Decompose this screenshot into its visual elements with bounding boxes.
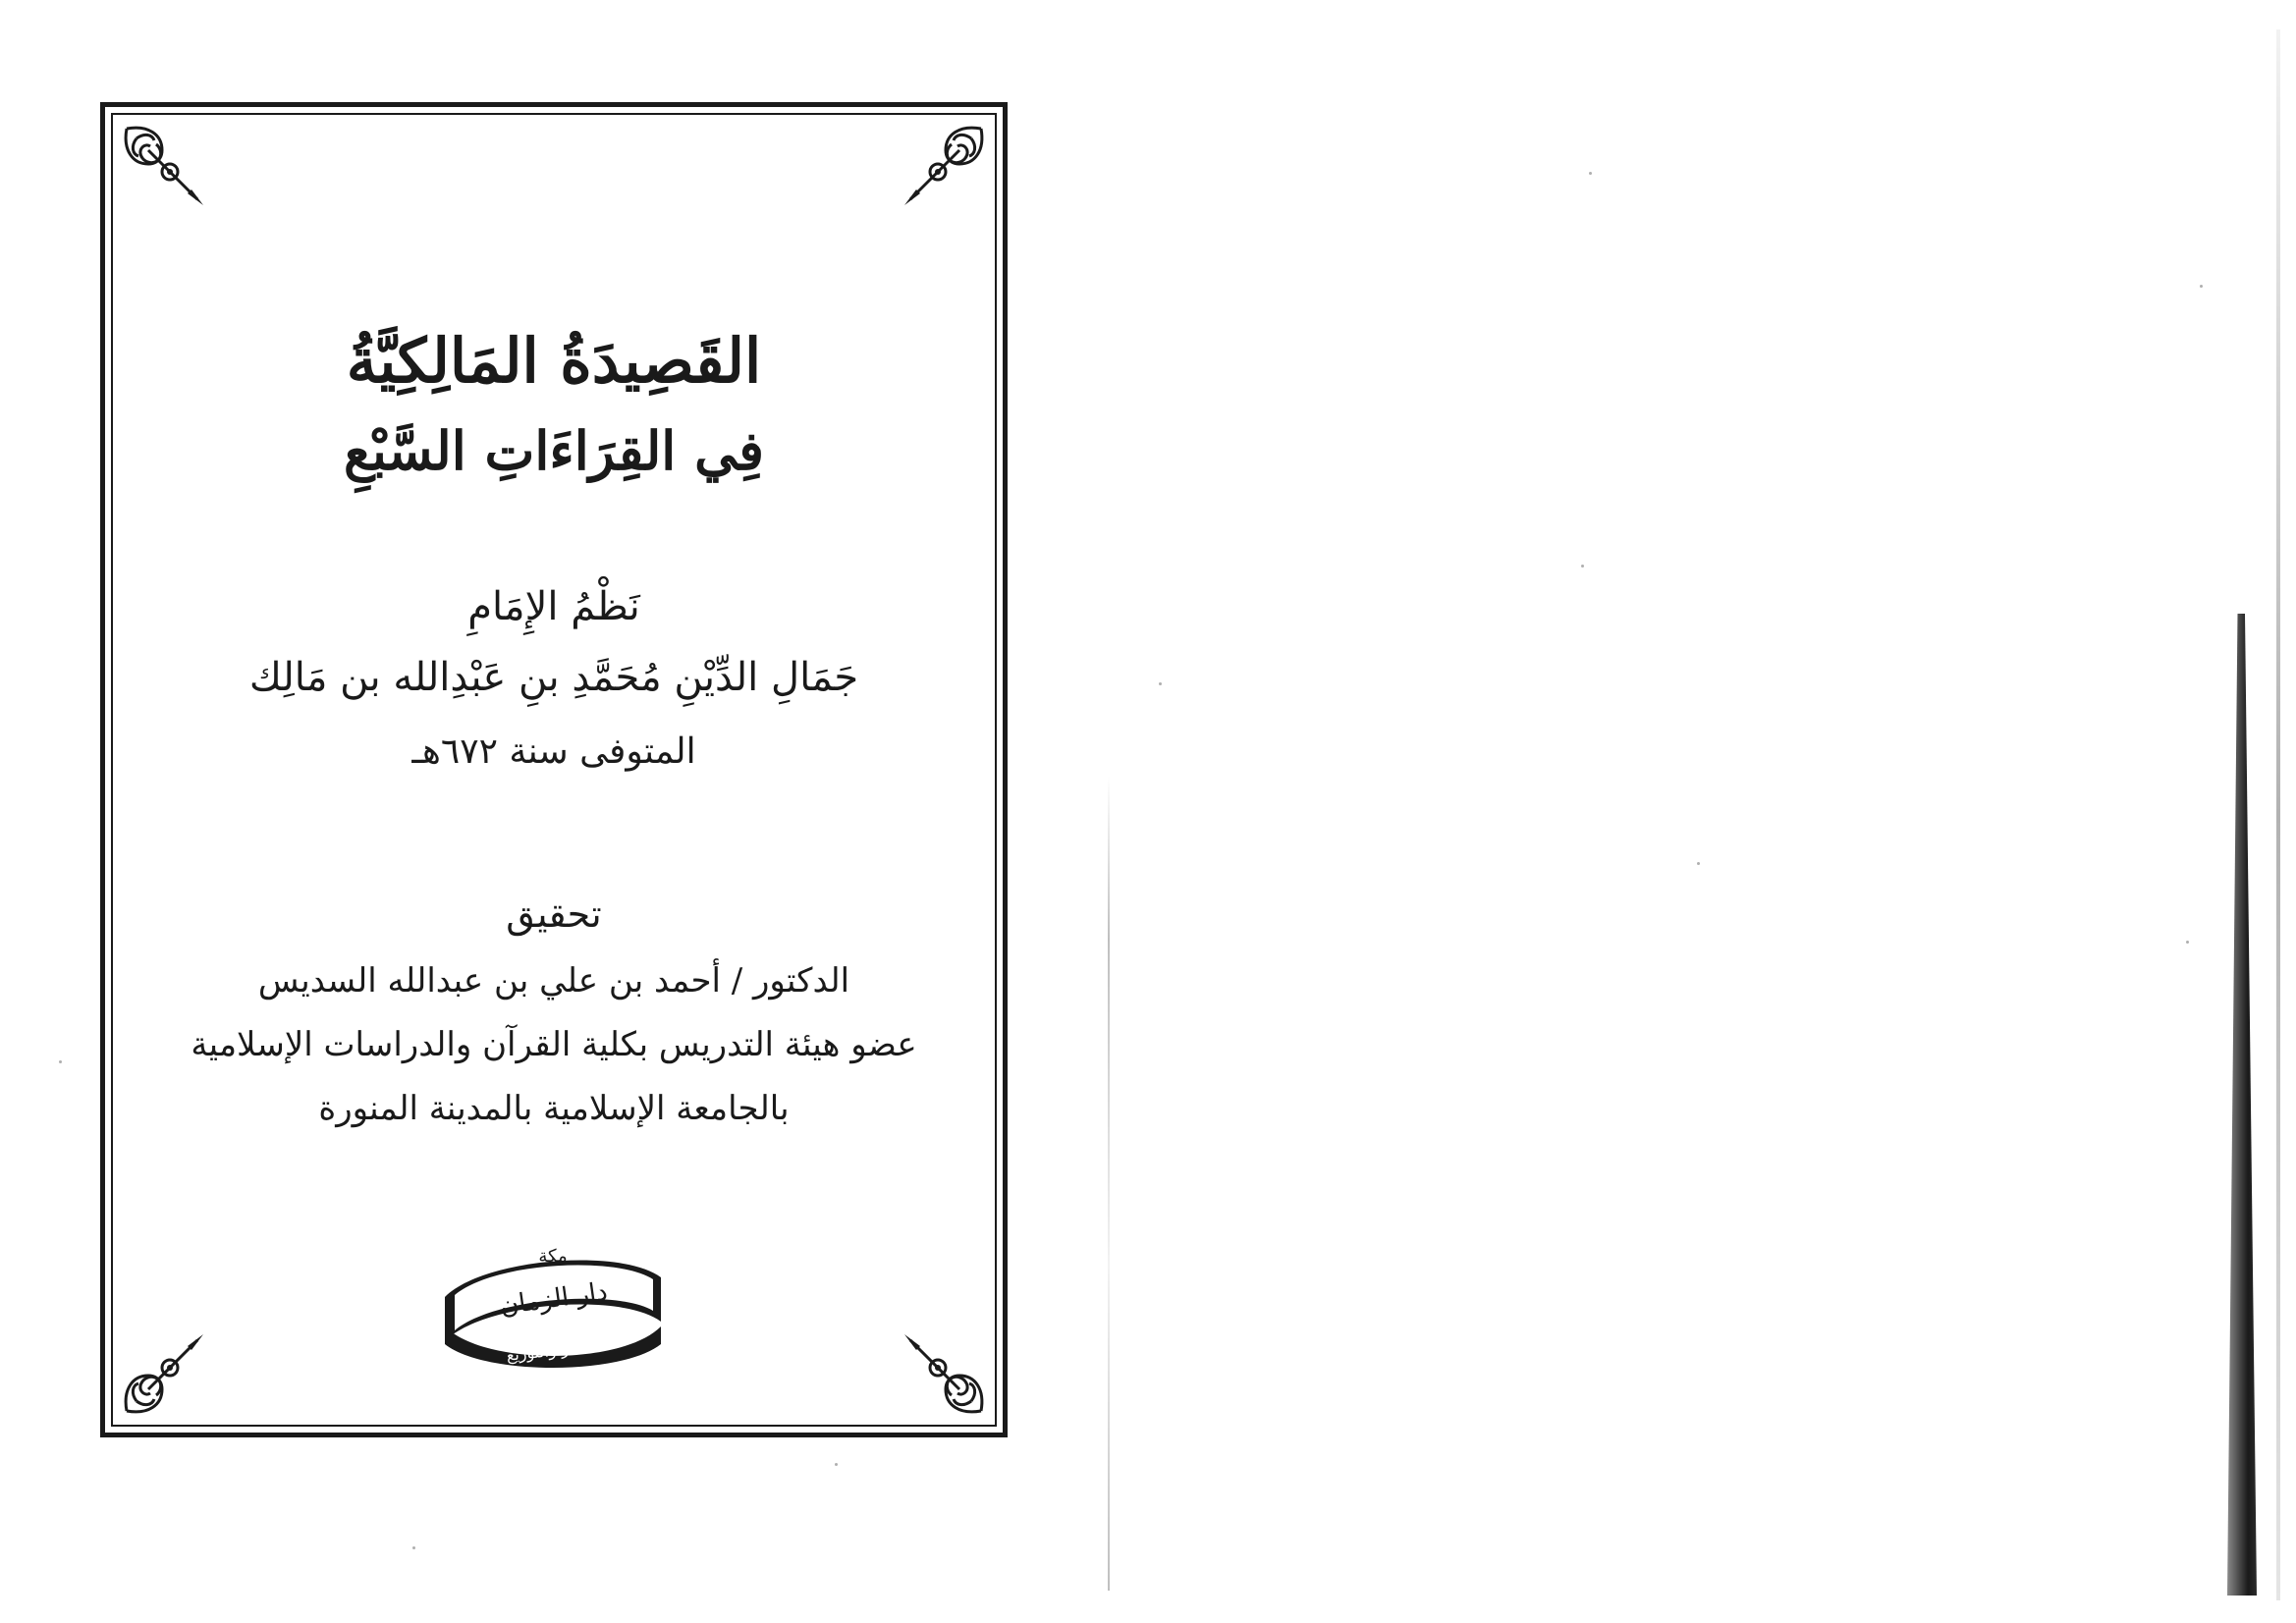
title-page-frame [100, 102, 1008, 1437]
scan-speck [835, 1463, 838, 1466]
corner-ornament-icon [901, 121, 989, 209]
title-page-content [105, 107, 1003, 1433]
author-death-date: المتوفى سنة ٦٧٢هـ [411, 731, 696, 772]
scan-speck [1697, 862, 1700, 865]
corner-ornament-icon [119, 121, 207, 209]
publisher-tagline: للنشر والتوزيع [505, 1336, 600, 1365]
corner-ornament-icon [119, 1330, 207, 1419]
page-fold-line [1108, 776, 1110, 1591]
scan-speck [2186, 941, 2189, 944]
editor-institution: بالجامعة الإسلامية بالمدينة المنورة [318, 1089, 790, 1128]
versified-by-label: نَظْمُ الإِمَامِ [467, 584, 640, 629]
author-name: جَمَالِ الدِّيْنِ مُحَمَّدِ بنِ عَبْدِالله بن مَالِك [248, 655, 859, 700]
scan-speck [59, 1060, 62, 1063]
publisher-city: مكة [538, 1246, 568, 1267]
corner-ornament-icon [901, 1330, 989, 1419]
binding-shadow [2227, 614, 2257, 1596]
edited-by-label: تحقيق [506, 893, 602, 936]
scan-speck [1589, 172, 1592, 175]
page-edge-shadow [2276, 29, 2280, 1600]
book-subtitle: فِي القِرَاءَاتِ السَّبْعِ [344, 419, 764, 482]
editor-name: الدكتور / أحمد بن علي بن عبدالله السديس [257, 961, 850, 1001]
scan-speck [1581, 565, 1584, 568]
editor-position: عضو هيئة التدريس بكلية القرآن والدراسات الإسلامية [191, 1025, 917, 1064]
scan-speck [2200, 285, 2203, 288]
scan-speck [1159, 682, 1162, 685]
scan-speck [412, 1546, 415, 1549]
book-title: القَصِيدَةُ المَالِكِيَّةُ [346, 325, 762, 397]
publisher-logo [425, 1228, 681, 1376]
publisher-name: دار الزمان [498, 1276, 610, 1322]
